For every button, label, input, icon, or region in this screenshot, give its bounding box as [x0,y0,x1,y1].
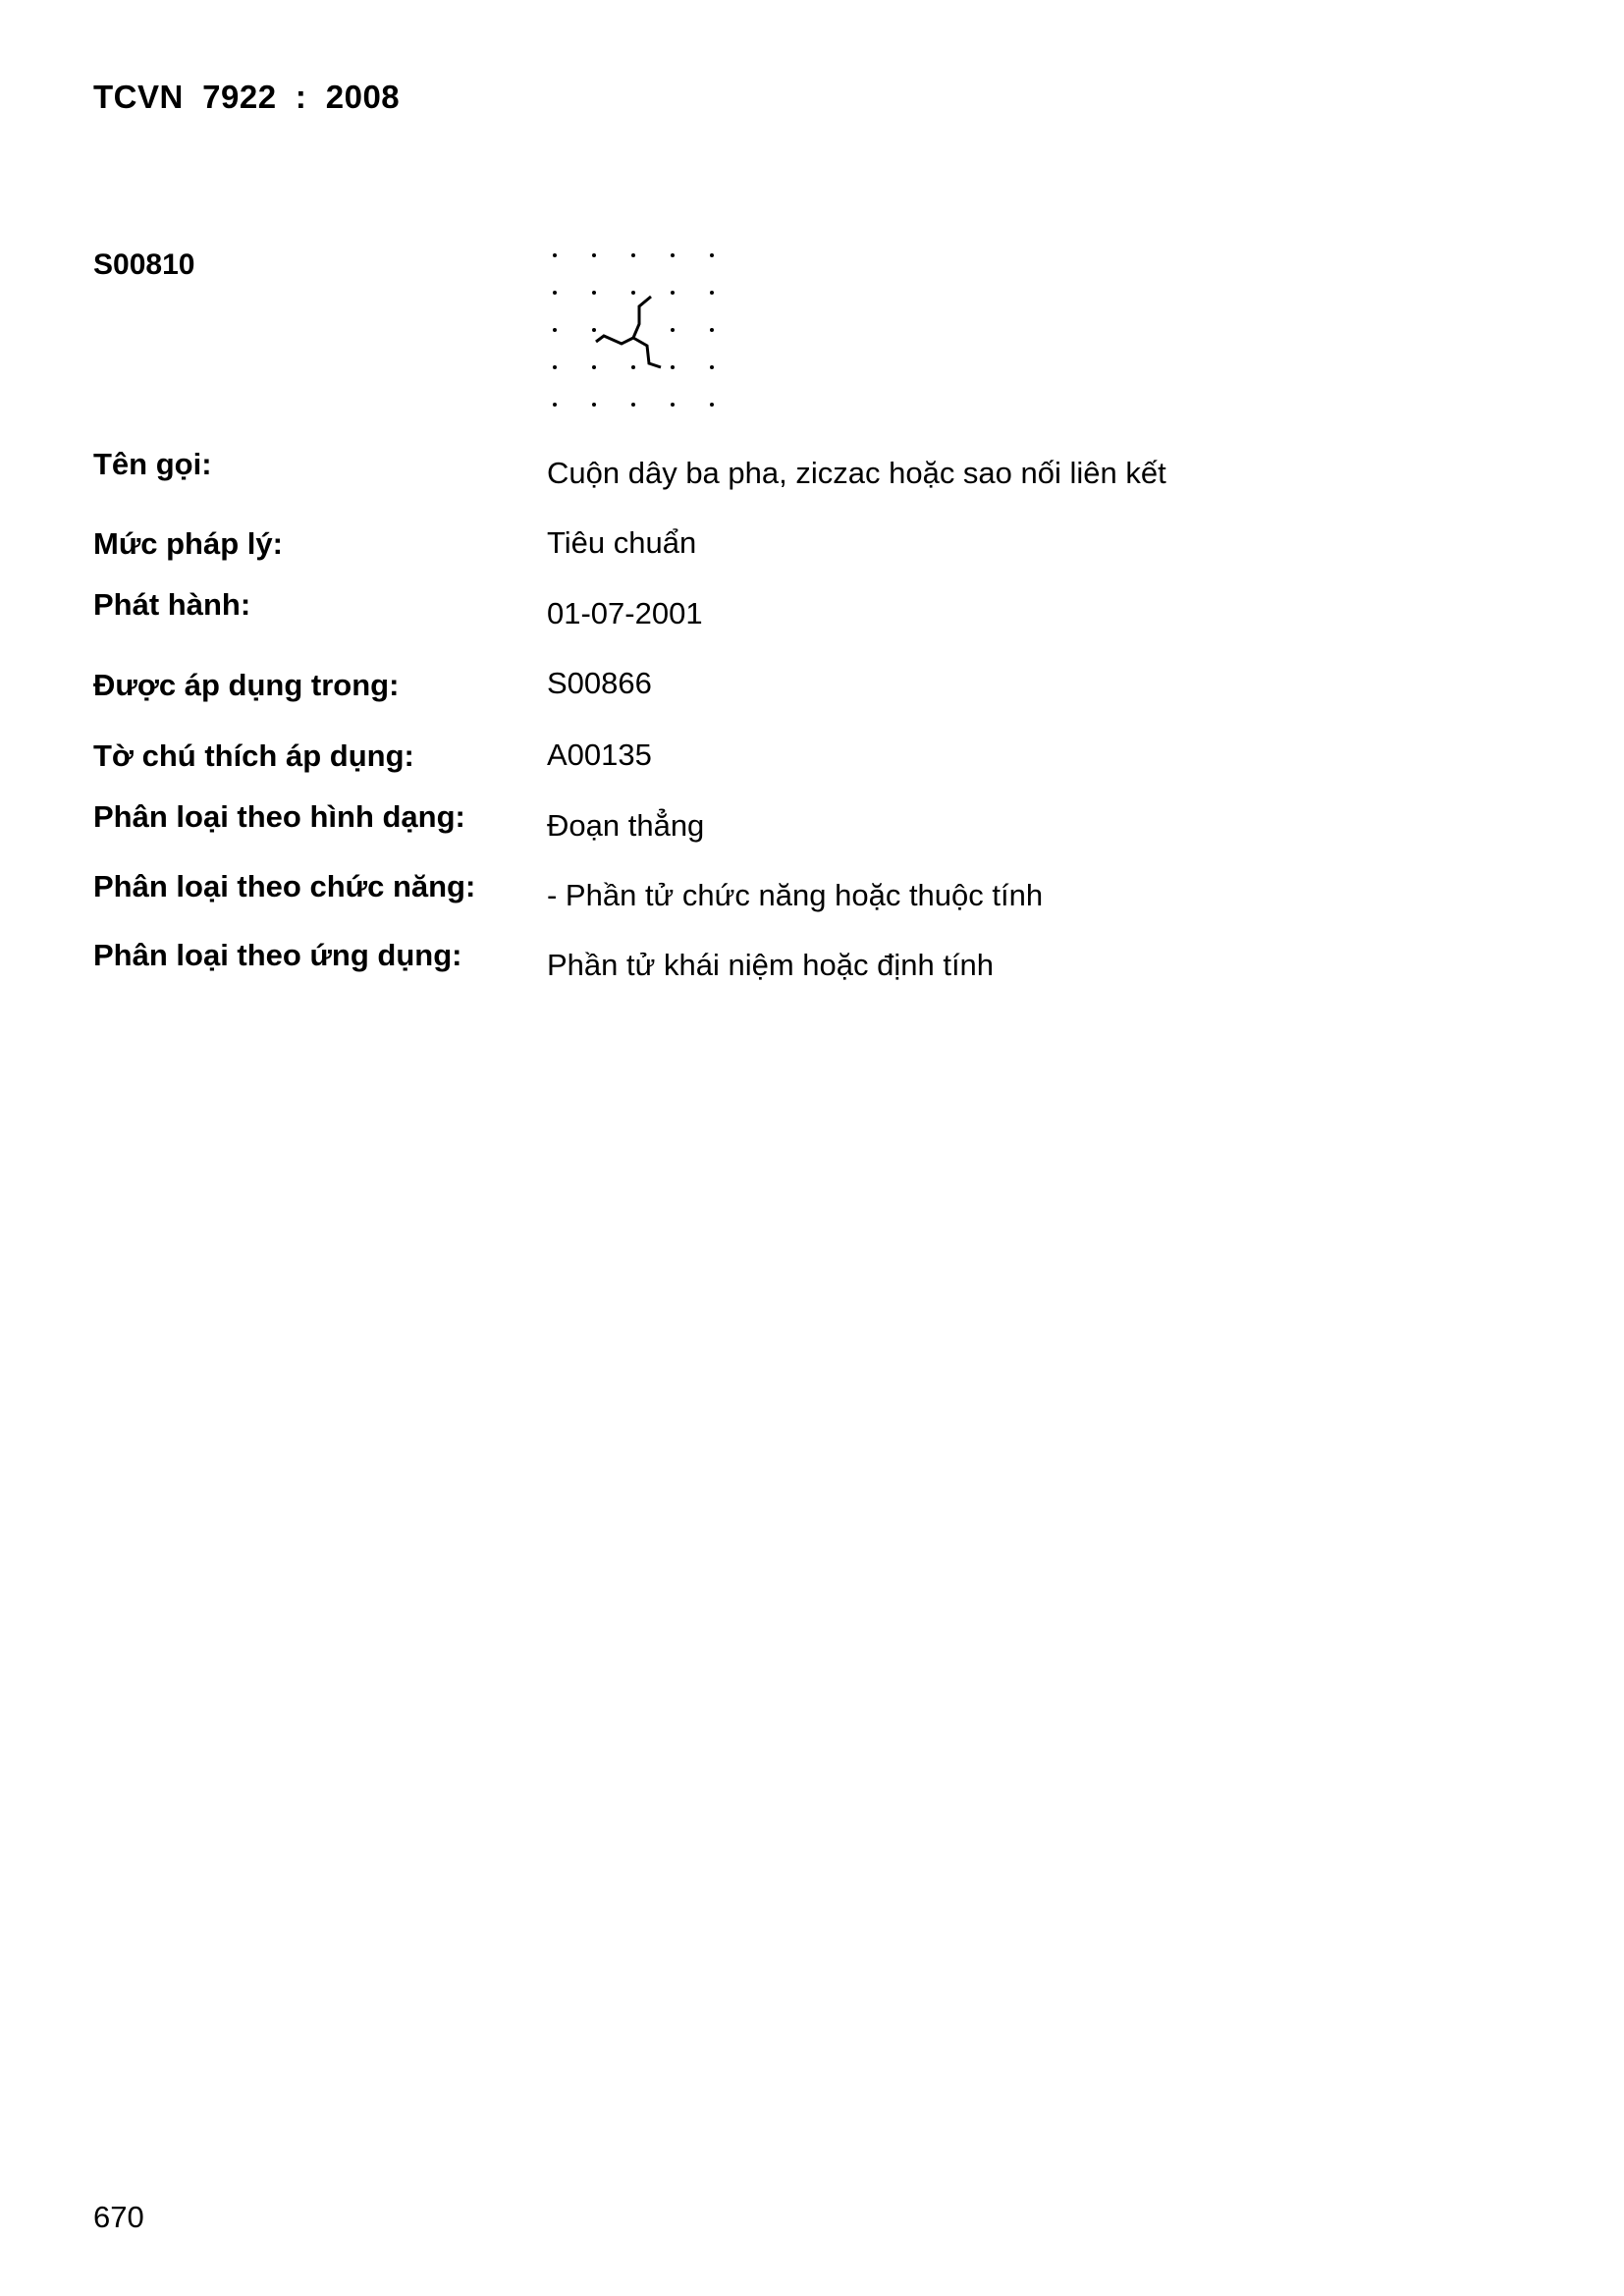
field-label-issued: Phát hành: [93,587,251,622]
field-label-application-class: Phân loại theo ứng dụng: [93,938,462,972]
field-value-application-class: Phần tử khái niệm hoặc định tính [547,948,995,982]
field-value-shape-class: Đoạn thẳng [547,808,705,843]
field-label-applied-in: Được áp dụng trong: [93,668,400,702]
field-label-legal-level: Mức pháp lý: [93,526,283,561]
field-value-annotation-sheet: A00135 [547,738,652,772]
field-value-applied-in: S00866 [547,666,652,700]
field-value-legal-level: Tiêu chuẩn [547,525,697,560]
page-number: 670 [93,2200,144,2234]
three-phase-zigzag-winding-icon [545,244,731,420]
field-label-name: Tên gọi: [93,447,212,481]
field-value-issued: 01-07-2001 [547,596,703,630]
field-value-function-class: - Phần tử chức năng hoặc thuộc tính [547,878,1044,912]
symbol-id: S00810 [93,248,195,281]
document-header-title: TCVN 7922 : 2008 [93,79,401,115]
field-value-name: Cuộn dây ba pha, ziczac hoặc sao nối liên kết [547,456,1166,490]
field-label-function-class: Phân loại theo chức năng: [93,869,476,903]
field-label-annotation-sheet: Tờ chú thích áp dụng: [93,738,414,773]
field-label-shape-class: Phân loại theo hình dạng: [93,799,465,834]
